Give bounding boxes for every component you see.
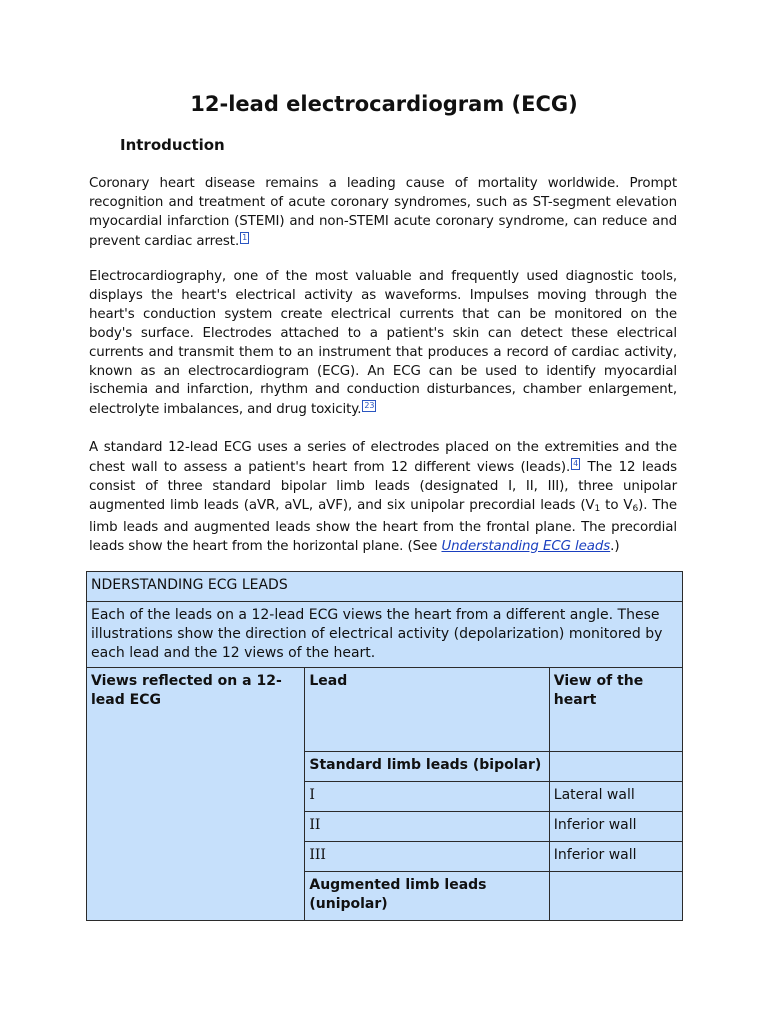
paragraph-text: A standard 12-lead ECG uses a series of electrodes placed on the extremities and the chest wall to assess a patient's heart from 12 different views (leads). xyxy=(89,440,677,475)
table-heading: NDERSTANDING ECG LEADS xyxy=(87,572,683,602)
empty-cell xyxy=(549,752,682,782)
reference-link[interactable]: 1 xyxy=(242,232,248,242)
view-cell: Inferior wall xyxy=(549,812,682,842)
column-header-views: Views reflected on a 12-lead ECG xyxy=(87,668,305,921)
subscript: 6 xyxy=(632,503,639,514)
lead-cell: II xyxy=(305,812,549,842)
group-standard-limb-leads: Standard limb leads (bipolar) xyxy=(305,752,549,782)
ecg-leads-table xyxy=(86,571,683,921)
paragraph-text: to V xyxy=(600,497,633,513)
subscript: 1 xyxy=(594,503,601,514)
section-heading: Introduction xyxy=(120,136,225,154)
column-header-view: View of the heart xyxy=(549,668,682,752)
paragraph-electrocardiography xyxy=(89,268,677,420)
paragraph-text: The 12 leads consist of three standard bipolar limb leads (designated I, II, III), three unipolar augmented limb leads (aVR, aVL, aVF), and six unipolar precordial leads (V xyxy=(89,459,677,513)
page-title: 12-lead electrocardiogram (ECG) xyxy=(190,92,578,116)
table-intro: Each of the leads on a 12-lead ECG views the heart from a different angle. These illustrations show the direction of electrical activity (depolarization) monitored by each lead and the 12 views of the heart. xyxy=(87,602,683,668)
group-augmented-limb-leads: Augmented limb leads (unipolar) xyxy=(305,872,549,921)
reference-link[interactable]: 4 xyxy=(573,458,579,468)
paragraph-text: ). The limb leads and augmented leads show the heart from the frontal plane. The precordial leads show the heart from the horizontal plane. (See xyxy=(89,497,678,554)
paragraph-text: .) xyxy=(610,538,620,554)
paragraph-standard-ecg xyxy=(89,439,677,556)
lead-cell: III xyxy=(305,842,549,872)
paragraph-intro xyxy=(89,175,677,252)
lead-cell: I xyxy=(305,782,549,812)
reference-link[interactable]: 23 xyxy=(364,401,375,411)
view-cell: Inferior wall xyxy=(549,842,682,872)
column-header-lead: Lead xyxy=(305,668,549,752)
paragraph-text: Coronary heart disease remains a leading cause of mortality worldwide. Prompt recognition and treatment of acute coronary syndromes, such as ST-segment elevation myocardial infarction (STEMI) and non-STEMI acute coronary syndrome, can reduce and prevent cardiac arrest. xyxy=(89,176,677,249)
paragraph-text: Electrocardiography, one of the most valuable and frequently used diagnostic tools, displays the heart's electrical activity as waveforms. Impulses moving through the heart's conduction system create electrical currents that can be monitored on the body's surface. Electrodes attached to a patient's skin can detect these electrical currents and transmit them to an instrument that produces a record of cardiac activity, known as an electrocardiogram (ECG). An ECG can be used to identify myocardial ischemia and infarction, rhythm and conduction disturbances, chamber enlargement, electrolyte imbalances, and drug toxicity. xyxy=(89,269,677,418)
empty-cell xyxy=(549,872,682,921)
view-cell: Lateral wall xyxy=(549,782,682,812)
understanding-ecg-leads-link[interactable]: Understanding ECG leads xyxy=(441,538,611,554)
